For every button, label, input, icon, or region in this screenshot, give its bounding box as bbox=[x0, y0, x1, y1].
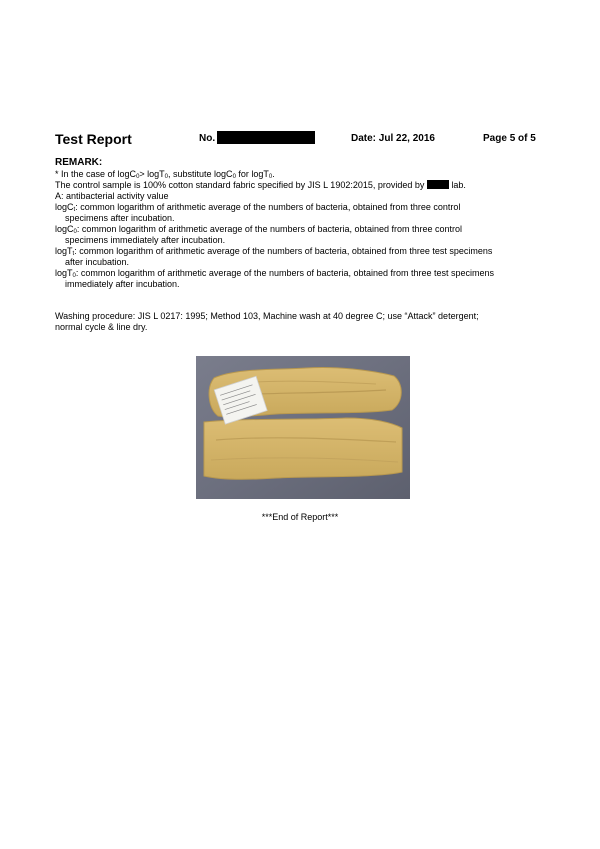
report-number-label: No. bbox=[199, 133, 216, 144]
washing-line-2: normal cycle & line dry. bbox=[55, 322, 148, 332]
remark-logtt-definition: logT$_t$: common logarithm of arithmetic average of the numbers of bacteria, obtained from three test specimens bbox=[55, 246, 493, 257]
redacted-report-number bbox=[217, 131, 315, 144]
remark-logct-definition: logC$_t$: common logarithm of arithmetic average of the numbers of bacteria, obtained from three control bbox=[55, 202, 461, 213]
remark-heading: REMARK: bbox=[55, 157, 103, 168]
remark-note: * In the case of logC$_0$> logT$_0$, substitute logC$_0$ for logT$_0$. bbox=[55, 169, 275, 180]
fabric-lower-band bbox=[204, 418, 402, 479]
remark-a-definition: A: antibacterial activity value bbox=[55, 191, 169, 201]
washing-line-1: Washing procedure: JIS L 0217: 1995; Method 103, Machine wash at 40 degree C; use “Attack” detergent; bbox=[55, 311, 479, 321]
remark-section bbox=[55, 157, 550, 290]
remark-control-sample: The control sample is 100% cotton standard fabric specified by JIS L 1902:2015, provided by lab. bbox=[55, 180, 466, 190]
remark-logc0-continued: specimens immediately after incubation. bbox=[65, 235, 226, 245]
remark-logc0-definition: logC$_0$: common logarithm of arithmetic average of the numbers of bacteria, obtained from three control bbox=[55, 224, 463, 235]
page-current: 5 bbox=[509, 133, 516, 144]
remark-logt0-continued: immediately after incubation. bbox=[65, 279, 180, 289]
washing-procedure bbox=[55, 311, 550, 333]
remark-logtt-continued: after incubation. bbox=[65, 257, 130, 267]
remark-logt0-definition: logT$_0$: common logarithm of arithmetic average of the numbers of bacteria, obtained from three test specimens bbox=[55, 268, 495, 279]
page-number bbox=[483, 133, 536, 144]
report-title: Test Report bbox=[55, 131, 132, 147]
page-of: of bbox=[515, 133, 531, 144]
page-total: 5 bbox=[530, 133, 536, 144]
fabric-sample-photo bbox=[196, 356, 410, 499]
report-date: Date: Jul 22, 2016 bbox=[351, 133, 435, 144]
report-header bbox=[55, 131, 545, 149]
remark-logct-continued: specimens after incubation. bbox=[65, 213, 175, 223]
redacted-lab-name bbox=[427, 180, 449, 189]
end-of-report: ***End of Report*** bbox=[261, 512, 339, 522]
page-prefix: Page bbox=[483, 133, 510, 144]
